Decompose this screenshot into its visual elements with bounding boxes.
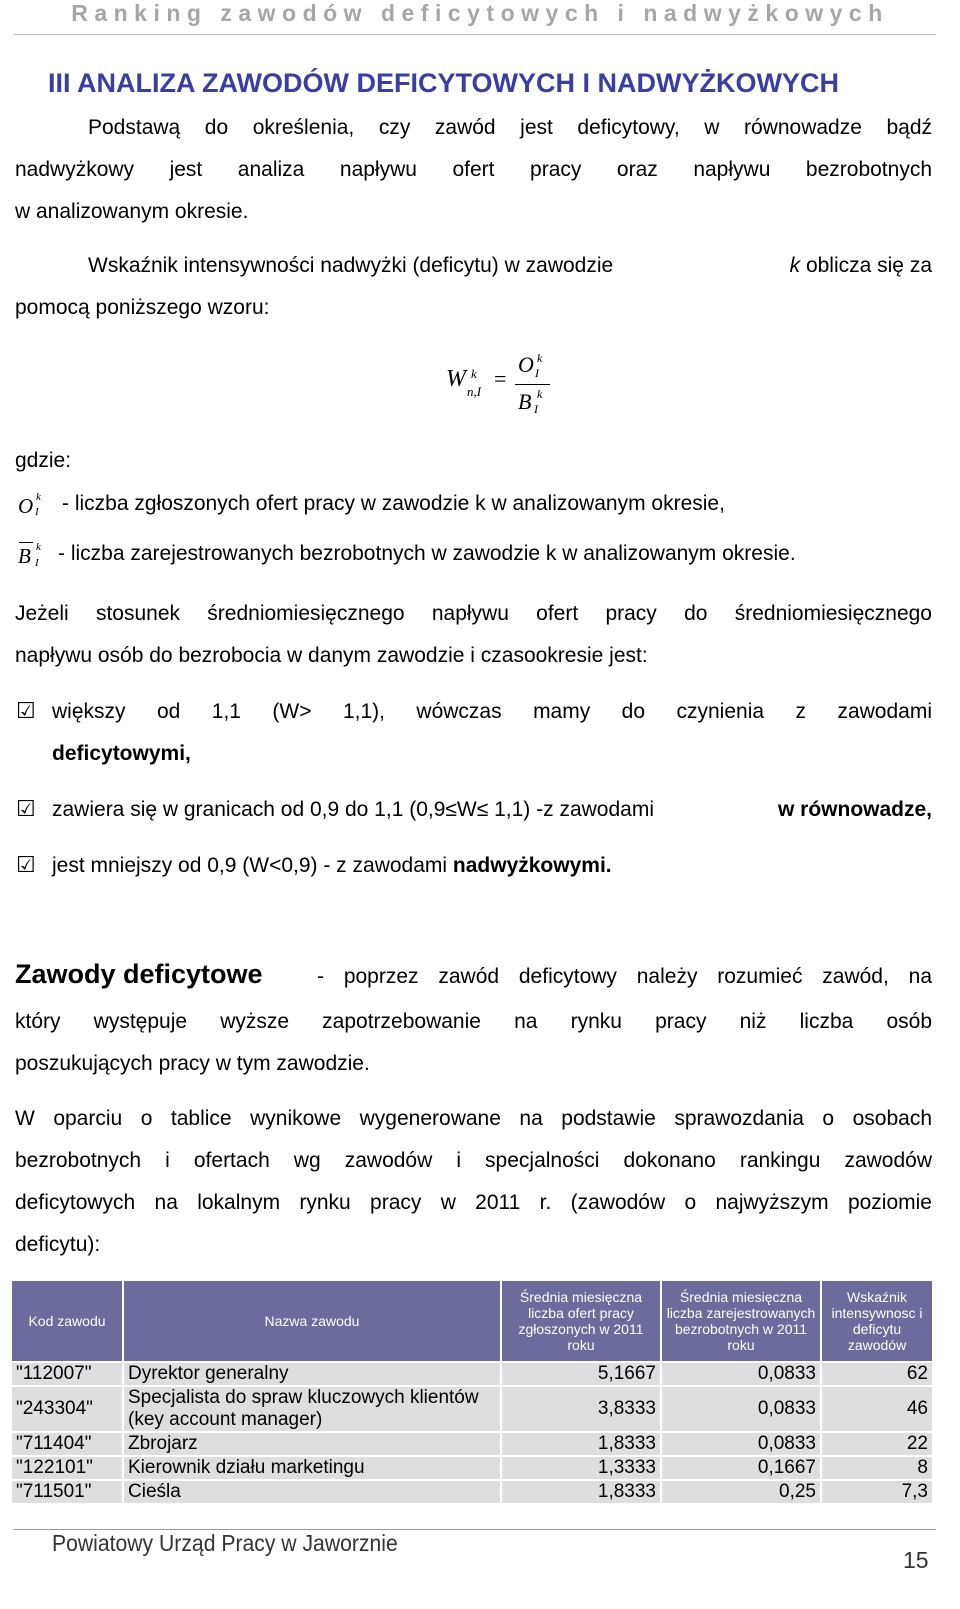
intro-line-3: w analizowanym okresie. [15, 200, 249, 223]
cell-name: Kierownik działu marketingu [123, 1456, 501, 1480]
intro-p2-text-c: oblicza się za [805, 254, 932, 277]
checkbox-icon: ☑ [16, 699, 36, 724]
footer-office-name: Powiatowy Urząd Pracy w Jaworznie [52, 1530, 398, 1556]
bullet-3-text: jest mniejszy od 0,9 (W<0,9) - z zawodami [52, 854, 448, 877]
legend-o-sub: I [35, 506, 39, 518]
bullet-3 [52, 854, 612, 878]
bullet-2-text: zawiera się w granicach od 0,9 do 1,1 (0,9≤W≤ 1,1) -z zawodami [52, 798, 654, 821]
cell-offers: 1,8333 [501, 1432, 661, 1456]
deficit-term: Zawody deficytowe [15, 959, 263, 989]
basis-line-1: W oparciu o tablice wynikowe wygenerowane na podstawie sprawozdania o osobach [15, 1107, 932, 1130]
legend-b-sup: k [36, 541, 41, 553]
cell-unemployed: 0,1667 [661, 1456, 821, 1480]
intro-line-1: Podstawą do określenia, czy zawód jest deficytowy, w równowadze bądź [88, 116, 932, 139]
formula-o-sub: I [535, 366, 539, 380]
col-header-name: Nazwa zawodu [123, 1280, 501, 1362]
cell-unemployed: 0,0833 [661, 1362, 821, 1386]
deficit-definition: - poprzez zawód deficytowy należy rozumieć zawód, na [317, 965, 932, 988]
checkbox-icon: ☑ [16, 797, 36, 822]
deficit-line-2: który występuje wyższe zapotrzebowanie na rynku pracy niż liczba osób [15, 1010, 932, 1033]
formula-o-sup: k [537, 351, 543, 365]
table-header-row [11, 1280, 933, 1362]
checkbox-icon: ☑ [16, 853, 36, 878]
col-header-unemployed: Średnia miesięczna liczba zarejestrowanych bezrobotnych w 2011 roku [661, 1280, 821, 1362]
table-row [11, 1362, 933, 1386]
cell-name: Specjalista do spraw kluczowych klientów (key account manager) [123, 1386, 501, 1432]
deficit-line-1 [15, 959, 932, 990]
cell-offers: 1,8333 [501, 1480, 661, 1504]
table-row [11, 1456, 933, 1480]
basis-line-4: deficytu): [15, 1233, 101, 1256]
deficit-ranking-table [10, 1279, 934, 1505]
condition-line-2: napływu osób do bezrobocia w danym zawodzie i czasookresie jest: [15, 644, 648, 667]
cell-index: 62 [821, 1362, 933, 1386]
basis-line-2: bezrobotnych i ofertach wg zawodów i specjalności dokonano rankingu zawodów [15, 1149, 932, 1172]
page-number: 15 [903, 1547, 929, 1573]
variable-k: k [789, 254, 801, 277]
fraction-bar [515, 384, 550, 385]
intro-p2-text-a: Wskaźnik intensywności nadwyżki (deficytu) w zawodzie [88, 254, 614, 277]
cell-code: "243304" [11, 1386, 123, 1432]
cell-name: Zbrojarz [123, 1432, 501, 1456]
legend-b-symbol: B [18, 544, 31, 568]
cell-name: Cieśla [123, 1480, 501, 1504]
legend-o-desc: - liczba zgłoszonych ofert pracy w zawodzie k w analizowanym okresie, [62, 492, 725, 515]
deficit-line-3: poszukujących pracy w tym zawodzie. [15, 1052, 370, 1075]
legend-o-sup: k [36, 491, 41, 503]
col-header-code: Kod zawodu [11, 1280, 123, 1362]
cell-code: "711501" [11, 1480, 123, 1504]
col-header-offers: Średnia miesięczna liczba ofert pracy zgłoszonych w 2011 roku [501, 1280, 661, 1362]
formula-equals: = [494, 366, 507, 391]
cell-index: 46 [821, 1386, 933, 1432]
formula-b: B [518, 389, 532, 414]
intro-p2-text-b [790, 254, 932, 278]
legend-label: gdzie: [15, 449, 72, 472]
table-row [11, 1386, 933, 1432]
col-header-index: Wskaźnik intensywnosc i deficytu zawodów [821, 1280, 933, 1362]
formula-w-sub: n,I [467, 384, 482, 399]
formula-w: W [446, 366, 466, 392]
cell-code: "711404" [11, 1432, 123, 1456]
legend-b-overline [19, 542, 33, 543]
cell-code: "122101" [11, 1456, 123, 1480]
bullet-2-bold: w równowadze, [777, 798, 932, 821]
legend-b-sub: I [35, 557, 39, 569]
legend-o-symbol: O [18, 494, 34, 518]
cell-name: Dyrektor generalny [123, 1362, 501, 1386]
condition-line-1: Jeżeli stosunek średniomiesięcznego napływu ofert pracy do średniomiesięcznego [15, 602, 932, 625]
cell-offers: 1,3333 [501, 1456, 661, 1480]
cell-index: 7,3 [821, 1480, 933, 1504]
cell-unemployed: 0,0833 [661, 1386, 821, 1432]
section-title: III ANALIZA ZAWODÓW DEFICYTOWYCH I NADWYŻKOWYCH [48, 68, 839, 98]
cell-index: 22 [821, 1432, 933, 1456]
formula-o: O [518, 352, 534, 377]
cell-offers: 5,1667 [501, 1362, 661, 1386]
formula-b-sub: I [534, 402, 538, 416]
bullet-2 [52, 798, 932, 822]
cell-unemployed: 0,0833 [661, 1432, 821, 1456]
header-rule [14, 34, 936, 35]
cell-index: 8 [821, 1456, 933, 1480]
running-header: Ranking zawodów deficytowych i nadwyżkowych [71, 0, 889, 26]
bullet-1-bold: deficytowymi, [52, 742, 191, 765]
formula-b-sup: k [537, 387, 543, 401]
intro-p2-line-1 [88, 254, 932, 278]
table-row [11, 1480, 933, 1504]
table-row [11, 1432, 933, 1456]
legend-b-desc: - liczba zarejestrowanych bezrobotnych w zawodzie k w analizowanym okresie. [58, 542, 796, 565]
intro-p2-line-2: pomocą poniższego wzoru: [15, 296, 270, 319]
bullet-1-line-1: większy od 1,1 (W> 1,1), wówczas mamy do czynienia z zawodami [52, 700, 932, 723]
formula-w-sup: k [471, 366, 477, 381]
bullet-3-bold: nadwyżkowymi. [452, 854, 612, 877]
cell-code: "112007" [11, 1362, 123, 1386]
cell-unemployed: 0,25 [661, 1480, 821, 1504]
cell-offers: 3,8333 [501, 1386, 661, 1432]
intro-line-2: nadwyżkowy jest analiza napływu ofert pracy oraz napływu bezrobotnych [15, 158, 932, 181]
basis-line-3: deficytowych na lokalnym rynku pracy w 2011 r. (zawodów o najwyższym poziomie [15, 1191, 932, 1214]
